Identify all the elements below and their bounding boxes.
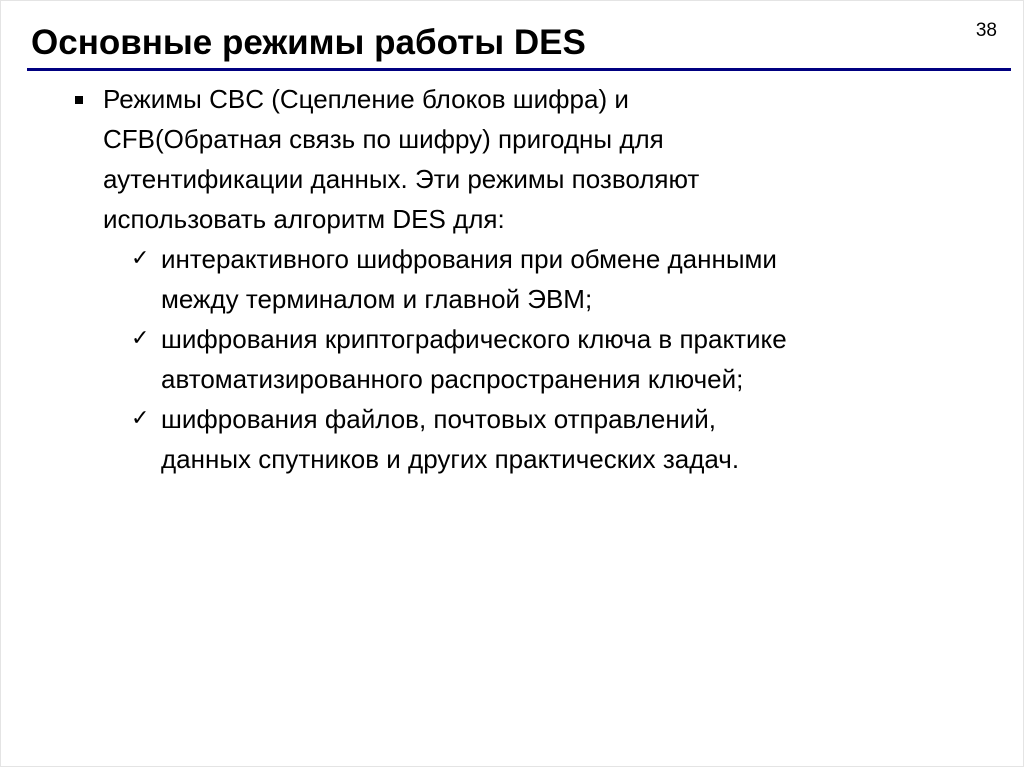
main-bullet-line: использовать алгоритм DES для: xyxy=(103,204,505,234)
sub-bullet-line: шифрования криптографического ключа в практике xyxy=(161,324,787,354)
main-bullet-line: Режимы CBC (Сцепление блоков шифра) и xyxy=(103,84,629,114)
square-bullet-icon xyxy=(75,96,83,104)
checkmark-icon: ✓ xyxy=(131,406,150,431)
main-bullet-line: CFB(Обратная связь по шифру) пригодны для xyxy=(103,124,664,154)
sub-bullet-list xyxy=(131,239,995,479)
sub-bullet-line: шифрования файлов, почтовых отправлений, xyxy=(161,404,717,434)
sub-bullet-item xyxy=(131,319,995,399)
sub-bullet-item xyxy=(131,239,995,319)
slide-number: 38 xyxy=(975,20,997,41)
slide-content xyxy=(75,79,995,479)
checkmark-icon: ✓ xyxy=(131,246,150,271)
checkmark-icon: ✓ xyxy=(131,326,150,351)
sub-bullet-line: данных спутников и других практических задач. xyxy=(161,444,740,474)
main-bullet-item xyxy=(75,79,995,479)
sub-bullet-line: интерактивного шифрования при обмене данными xyxy=(161,244,777,274)
sub-bullet-line: автоматизированного распространения ключей; xyxy=(161,364,744,394)
sub-bullet-item xyxy=(131,399,995,479)
slide-title: Основные режимы работы DES xyxy=(31,23,586,62)
title-underline xyxy=(27,68,1011,71)
main-bullet-line: аутентификации данных. Эти режимы позволяют xyxy=(103,164,700,194)
sub-bullet-line: между терминалом и главной ЭВМ; xyxy=(161,284,593,314)
